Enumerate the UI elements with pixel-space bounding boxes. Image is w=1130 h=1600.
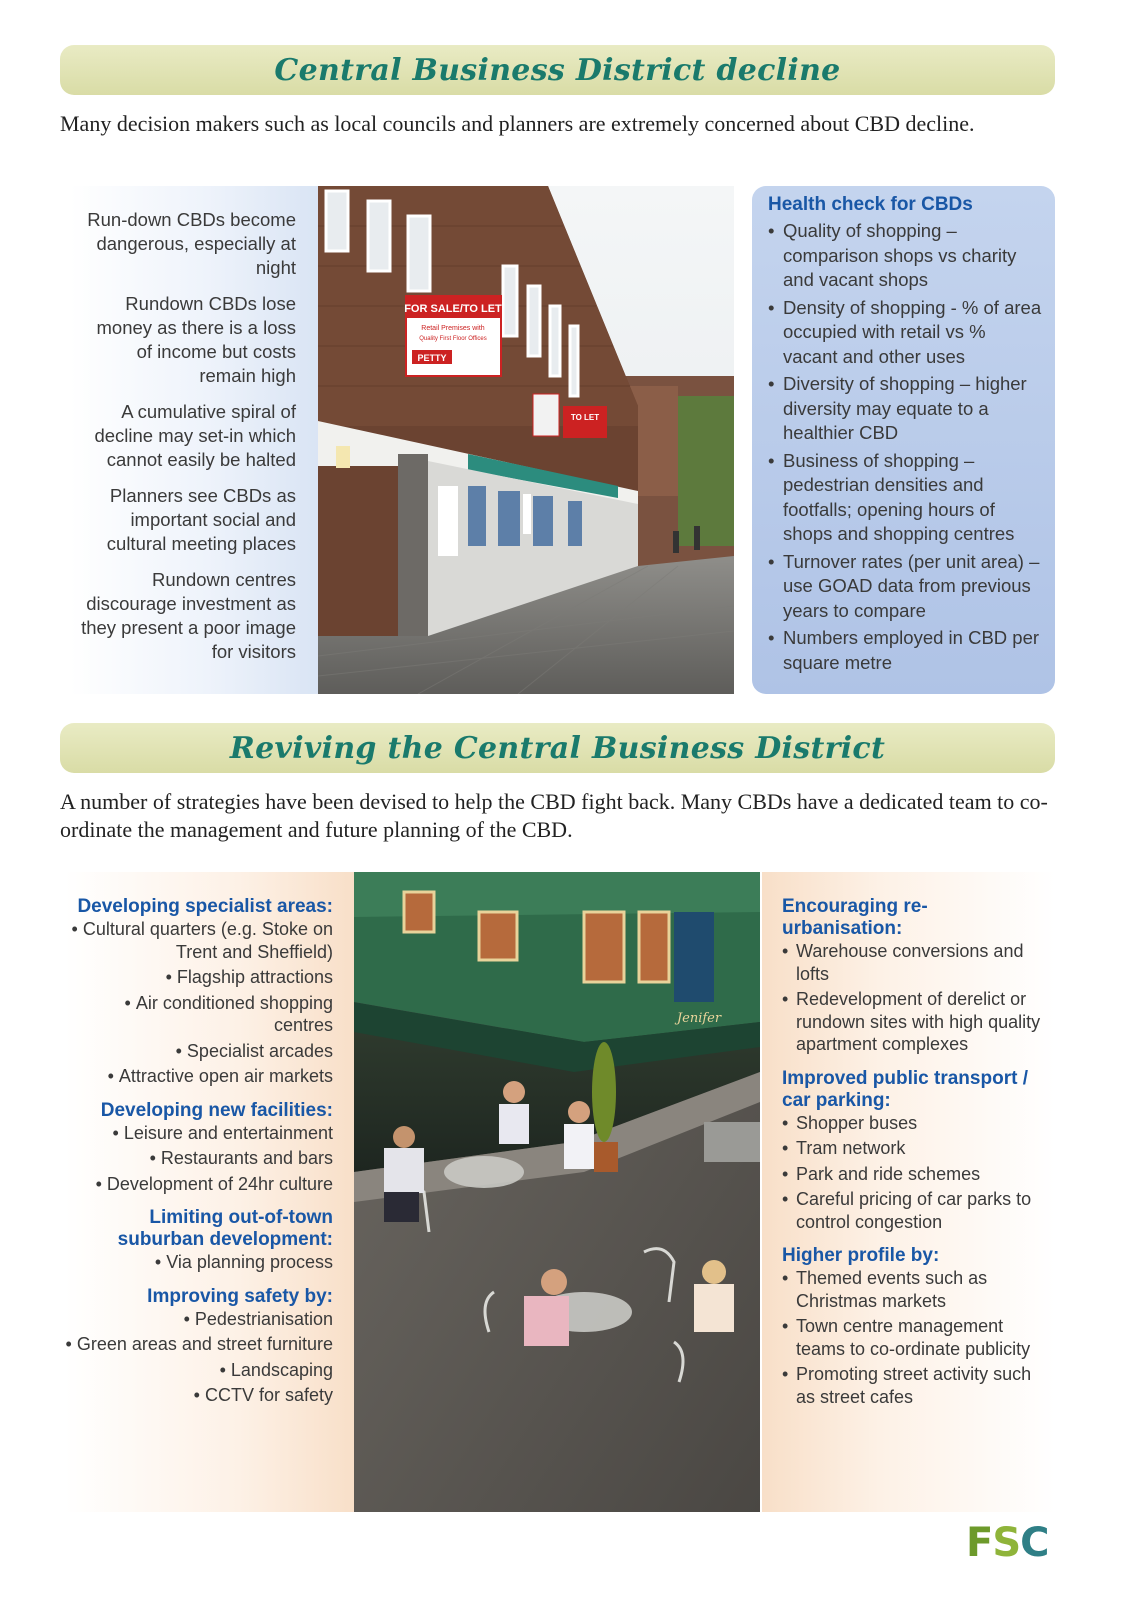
strategy-group	[65, 1286, 333, 1407]
canal-cafe-photo	[354, 872, 760, 1512]
list-item: • Landscaping	[219, 1359, 333, 1380]
strategy-group	[782, 1068, 1045, 1234]
list-item: • Diversity of shopping – higher diversity may equate to a healthier CBD	[768, 372, 1043, 446]
health-check-box	[752, 186, 1055, 694]
strategy-heading: Developing new facilities:	[100, 1099, 333, 1121]
list-item: • Themed events such as Christmas markets	[782, 1268, 988, 1311]
list-item: • Turnover rates (per unit area) – use GOAD data from previous years to compare	[768, 550, 1043, 624]
list-item: • Leisure and entertainment	[112, 1122, 333, 1143]
section-banner-cbd-decline	[60, 45, 1055, 95]
list-item: • Shopper buses	[782, 1112, 918, 1133]
narrowboat	[354, 872, 760, 1072]
list-item: • Pedestrianisation	[183, 1308, 333, 1329]
list-item: • Cultural quarters (e.g. Stoke on Trent and Sheffield)	[71, 919, 333, 962]
list-item: • Warehouse conversions and lofts	[782, 941, 1024, 984]
intro-paragraph-reviving: A number of strategies have been devised to help the CBD fight back. Many CBDs have a dedicated team to co-ordinate the management and future planning of the CBD.	[60, 789, 1048, 842]
list-item: • Air conditioned shopping centres	[124, 992, 333, 1035]
strategies-left-panel	[65, 872, 355, 1512]
list-item: • Town centre management teams to co-ordinate publicity	[782, 1316, 1031, 1359]
fsc-logo: FSC	[966, 1520, 1049, 1566]
list-item: • Via planning process	[154, 1252, 333, 1272]
health-check-list	[768, 219, 1043, 675]
decline-reason: Rundown centres discourage investment as they present a poor image for visitors	[81, 569, 296, 662]
section-banner-reviving	[60, 723, 1055, 773]
strategy-group	[65, 896, 333, 1088]
list-item: • Careful pricing of car parks to control congestion	[782, 1189, 1032, 1232]
decline-reason: Planners see CBDs as important social and cultural meeting places	[106, 485, 296, 554]
list-item: • Specialist arcades	[175, 1040, 333, 1061]
list-item: • Business of shopping – pedestrian densities and footfalls; opening hours of shops and shopping centres	[768, 449, 1043, 547]
list-item: • Green areas and street furniture	[65, 1334, 333, 1354]
svg-text:Jenifer: Jenifer	[676, 1011, 722, 1026]
decline-reason: Rundown CBDs lose money as there is a loss of income but costs remain high	[96, 293, 296, 386]
list-item: • Redevelopment of derelict or rundown sites with high quality apartment complexes	[782, 989, 1041, 1054]
strategy-heading: Limiting out-of-town suburban development:	[117, 1207, 333, 1250]
svg-text:TO LET: TO LET	[570, 413, 600, 422]
decline-reason: Run-down CBDs become dangerous, especially at night	[87, 209, 296, 278]
strategy-group	[65, 1100, 333, 1196]
strategies-right-panel	[762, 872, 1055, 1512]
for-sale-sign	[404, 296, 502, 376]
strategy-heading: Higher profile by:	[782, 1245, 940, 1266]
list-item: • Restaurants and bars	[149, 1148, 333, 1168]
street-photo	[318, 186, 734, 694]
list-item: • Density of shopping - % of area occupied with retail vs % vacant and other uses	[768, 296, 1043, 370]
list-item: • Development of 24hr culture	[95, 1173, 333, 1194]
strategy-heading: Encouraging re-urbanisation:	[782, 896, 928, 939]
list-item: • Quality of shopping – comparison shops vs charity and vacant shops	[768, 219, 1043, 293]
svg-text:PETTY: PETTY	[417, 353, 447, 363]
list-item: • Attractive open air markets	[107, 1066, 333, 1086]
decline-reason: A cumulative spiral of decline may set-in which cannot easily be halted	[94, 401, 296, 470]
strategy-heading: Developing specialist areas:	[77, 896, 333, 917]
section-title-reviving: Reviving the Central Business District	[229, 730, 886, 766]
list-item: • Tram network	[782, 1138, 906, 1158]
list-item: • Promoting street activity such as street cafes	[782, 1364, 1032, 1407]
list-item: • Numbers employed in CBD per square metre	[768, 626, 1043, 675]
strategy-heading: Improving safety by:	[147, 1285, 333, 1307]
intro-paragraph-decline: Many decision makers such as local councils and planners are extremely concerned about CBD decline.	[60, 111, 975, 136]
street-photo-illustration	[318, 186, 734, 694]
list-item: • CCTV for safety	[193, 1385, 333, 1405]
svg-text:Quality First Floor Offices: Quality First Floor Offices	[419, 336, 487, 342]
section-title-cbd-decline: Central Business District decline	[274, 52, 841, 88]
strategy-heading: Improved public transport / car parking:	[782, 1067, 1028, 1111]
svg-text:FOR SALE/TO LET: FOR SALE/TO LET	[404, 303, 502, 315]
svg-text:Retail Premises with: Retail Premises with	[421, 325, 485, 332]
decline-reasons-panel	[70, 186, 320, 694]
list-item: • Park and ride schemes	[782, 1163, 981, 1184]
strategy-group	[65, 1207, 333, 1274]
canal-photo-illustration	[354, 872, 760, 1512]
strategy-group	[782, 1245, 1045, 1408]
health-check-title: Health check for CBDs	[768, 194, 973, 215]
strategy-group	[782, 896, 1045, 1056]
list-item: • Flagship attractions	[165, 967, 333, 987]
